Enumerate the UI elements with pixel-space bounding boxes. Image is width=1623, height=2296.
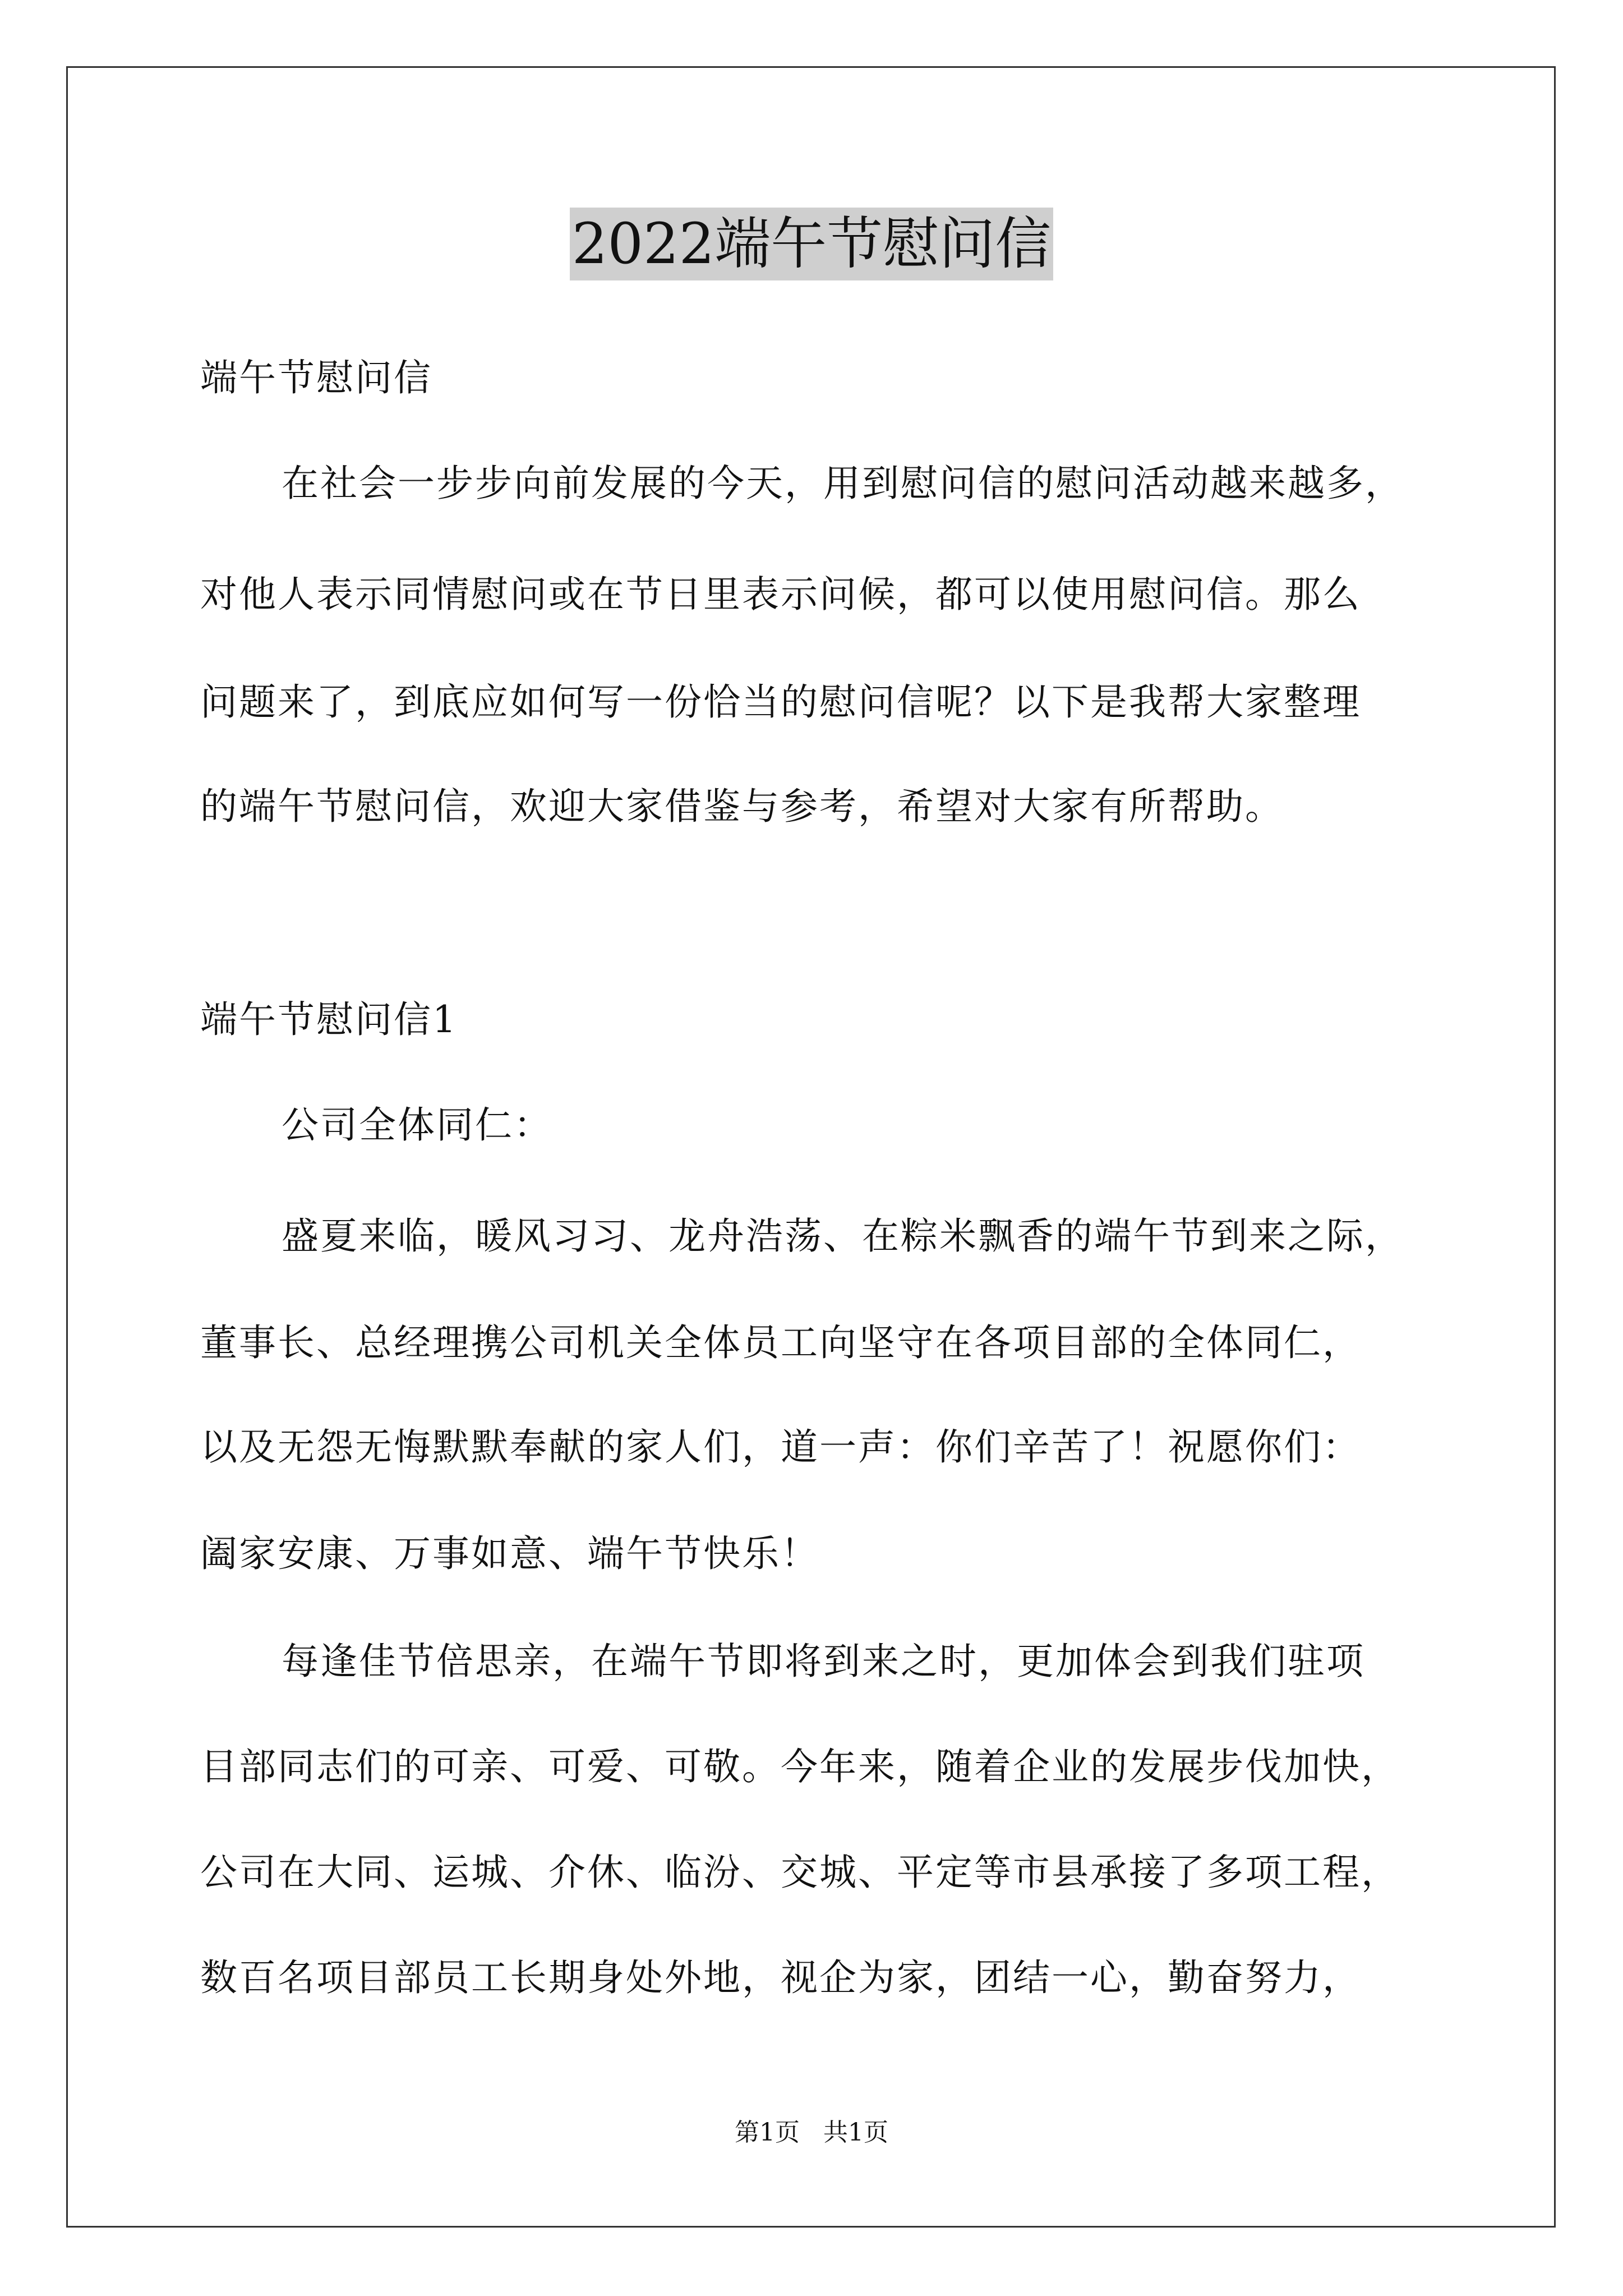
intro-line: 问题来了，到底应如何写一份恰当的慰问信呢？以下是我帮大家整理 (200, 680, 1361, 724)
document-title: 2022端午节慰问信 (570, 208, 1054, 280)
intro-line: 在社会一步步向前发展的今天，用到慰问信的慰问活动越来越多， (282, 462, 1404, 505)
section-heading: 端午节慰问信1 (200, 998, 458, 1041)
paragraph-line: 数百名项目部员工长期身处外地，视企为家，团结一心，勤奋努力， (200, 1956, 1361, 1999)
paragraph-line: 公司在大同、运城、介休、临汾、交城、平定等市县承接了多项工程， (200, 1851, 1400, 1894)
paragraph-line: 阖家安康、万事如意、端午节快乐！ (200, 1532, 819, 1575)
intro-line: 对他人表示同情慰问或在节日里表示问候，都可以使用慰问信。那么 (200, 573, 1361, 616)
salutation: 公司全体同仁： (282, 1103, 552, 1147)
intro-heading: 端午节慰问信 (200, 356, 432, 399)
paragraph-line: 目部同志们的可亲、可爱、可敬。今年来，随着企业的发展步伐加快， (200, 1745, 1400, 1788)
paragraph-line: 每逢佳节倍思亲，在端午节即将到来之时，更加体会到我们驻项 (282, 1640, 1365, 1683)
title-container (0, 208, 1623, 280)
paragraph-line: 盛夏来临，暖风习习、龙舟浩荡、在粽米飘香的端午节到来之际， (282, 1214, 1404, 1258)
paragraph-line: 以及无怨无悔默默奉献的家人们，道一声：你们辛苦了！祝愿你们： (200, 1425, 1361, 1469)
paragraph-line: 董事长、总经理携公司机关全体员工向坚守在各项目部的全体同仁， (200, 1321, 1361, 1364)
intro-line: 的端午节慰问信，欢迎大家借鉴与参考，希望对大家有所帮助。 (200, 785, 1284, 828)
page-footer: 第1页 共1页 (735, 2118, 888, 2147)
